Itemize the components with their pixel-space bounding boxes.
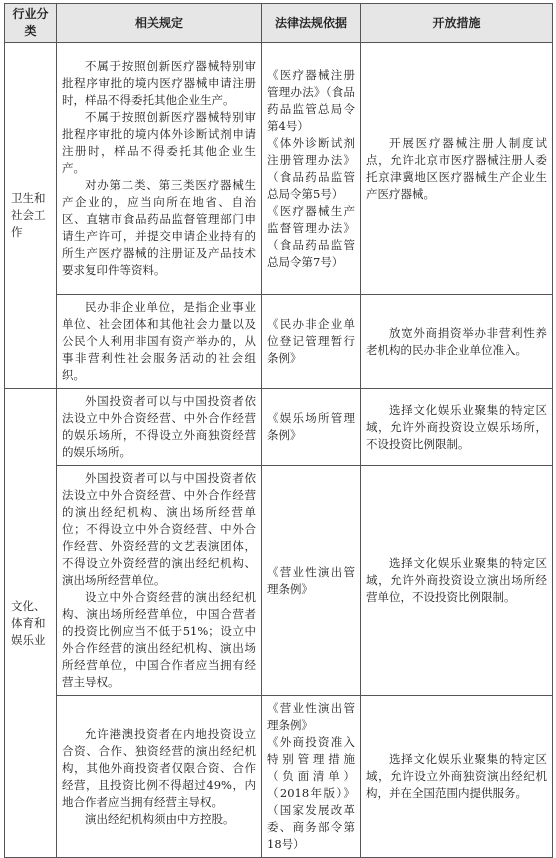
policy-table [4, 3, 553, 858]
header-category: 行业分类 [5, 4, 57, 43]
measure-text: 选择文化娱乐业聚集的特定区域，允许外商投资设立演出场所经营单位，不设投资比例限制。 [366, 556, 547, 604]
rules-cell [57, 696, 262, 858]
measure-text: 选择文化娱乐业聚集的特定区域，允许设立外商独资演出经纪机构，并在全国范围内提供服务。 [366, 752, 547, 800]
law-text: 《体外诊断试剂注册管理办法》（食品药品监管总局令第5号） [267, 135, 355, 201]
law-text: 《医疗器械注册管理办法》（食品药品监管总局令第4号） [267, 67, 355, 133]
measure-text: 选择文化娱乐业聚集的特定区域，允许外商投资设立娱乐场所，不设投资比例限制。 [366, 402, 547, 451]
table-row [5, 295, 553, 389]
measure-cell [361, 43, 553, 295]
measure-text: 开展医疗器械注册人制度试点，允许北京市医疗器械注册人委托京津冀地区医疗器械生产企业生产医疗器械。 [366, 135, 547, 201]
rule-text: 外国投资者可以与中国投资者依法设立中外合资经营、中外合作经营的演出经纪机构、演出场所经营单位；不得设立中外合资经营、中外合作经营、外资经营的文艺表演团体，不得设立外资经营的演出经纪机构、演出场所经营单位。 [62, 471, 256, 587]
law-text: 《营业性演出管理条例》 [267, 564, 355, 596]
category-cell: 卫生和社会工作 [5, 43, 57, 389]
measure-cell [361, 696, 553, 858]
laws-cell [262, 295, 361, 389]
law-text: 《外商投资准入特别管理措施（负面清单）（2018年版）》（国家发展改革委、商务部令第18号） [267, 735, 355, 851]
measure-cell [361, 389, 553, 466]
table-row [5, 389, 553, 466]
table-row [5, 696, 553, 858]
rule-text: 设立中外合资经营的演出经纪机构、演出场所经营单位，中国合营者的投资比例应当不低于51%；设立中外合作经营的演出经纪机构、演出场所经营单位，中国合作者应当拥有经营主导权。 [62, 590, 256, 689]
rules-cell [57, 389, 262, 466]
rule-text: 演出经纪机构须由中方控股。 [85, 811, 235, 826]
rules-cell [57, 43, 262, 295]
laws-cell [262, 696, 361, 858]
rule-text: 对办第二类、第三类医疗器械生产企业的，应当向所在地省、自治区、直辖市食品药品监督管理部门申请生产许可，并提交申请企业持有的所生产医疗器械的注册证及产品技术要求复印件等资料。 [62, 178, 256, 277]
laws-cell [262, 43, 361, 295]
measure-cell [361, 295, 553, 389]
rule-text: 允许港澳投资者在内地投资设立合资、合作、独资经营的演出经纪机构，其他外商投资者仅限合资、合作经营，且投资比例不得超过49%，内地合作者应当拥有经营主导权。 [62, 726, 256, 809]
rules-cell [57, 466, 262, 696]
category-cell: 文化、体育和娱乐业 [5, 389, 57, 858]
law-text: 《营业性演出管理条例》 [267, 701, 355, 732]
laws-cell [262, 466, 361, 696]
table-row [5, 43, 553, 295]
rule-text: 不属于按照创新医疗器械特别审批程序审批的境内体外诊断试剂申请注册时，样品不得委托其他企业生产。 [62, 110, 256, 175]
laws-cell [262, 389, 361, 466]
rule-text: 不属于按照创新医疗器械特别审批程序审批的境内医疗器械申请注册时，样品不得委托其他企业生产。 [62, 59, 256, 107]
header-row [5, 4, 553, 43]
header-rules: 相关规定 [57, 4, 262, 43]
table-row [5, 466, 553, 696]
rule-text: 外国投资者可以与中国投资者依法设立中外合资经营、中外合作经营的娱乐场所，不得设立外商独资经营的娱乐场所。 [62, 394, 256, 459]
header-measures: 开放措施 [361, 4, 553, 43]
rule-text: 民办非企业单位，是指企业事业单位、社会团体和其他社会力量以及公民个人利用非国有资产举办的，从事非营利性社会服务活动的社会组织。 [62, 300, 256, 382]
measure-cell [361, 466, 553, 696]
header-laws: 法律法规依据 [262, 4, 361, 43]
law-text: 《民办非企业单位登记管理暂行条例》 [267, 317, 355, 365]
law-text: 《医疗器械生产监督管理办法》（食品药品监管总局令第7号） [267, 203, 355, 269]
rules-cell [57, 295, 262, 389]
measure-text: 放宽外商捐资举办非营利性养老机构的民办非企业单位准入。 [366, 325, 547, 357]
law-text: 《娱乐场所管理条例》 [267, 411, 355, 442]
